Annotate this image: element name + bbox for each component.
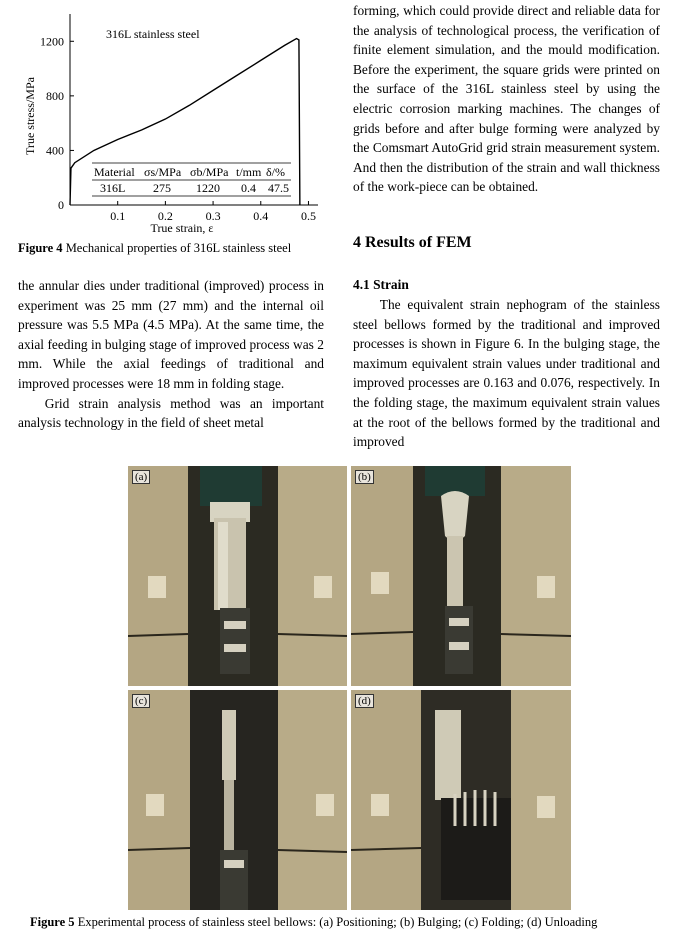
table-cell-sigma-s: 275 xyxy=(153,181,171,195)
figure5-caption xyxy=(30,914,597,930)
x-tick-label-0.2: 0.2 xyxy=(157,209,173,223)
table-header-elongation: δ/% xyxy=(266,165,285,179)
subsection-heading: 4.1 Strain xyxy=(353,277,409,292)
x-tick-label-0.5: 0.5 xyxy=(300,209,316,223)
x-tick-label-0.4: 0.4 xyxy=(253,209,269,223)
figure5-caption-label: Figure 5 xyxy=(30,915,75,929)
chart-xlabel: True strain, ε xyxy=(150,221,214,235)
photo-panel-folding xyxy=(128,690,347,910)
table-cell-sigma-b: 1220 xyxy=(196,181,220,195)
chart-ylabel: True stress/MPa xyxy=(23,77,37,155)
stress-strain-chart xyxy=(18,0,328,240)
table-cell-material: 316L xyxy=(100,181,126,195)
table-header-sigma-b: σb/MPa xyxy=(190,165,229,179)
photo-bulging xyxy=(351,466,571,686)
photo-unloading xyxy=(351,690,571,910)
y-tick-label-400: 400 xyxy=(46,143,64,158)
left-paragraph-1: the annular dies under traditional (improved) process in experiment was 25 mm (27 mm) and the internal oil pressure was 5.5 MPa (4.5 MPa). At the same time, the axial feeding in bulging stage of improved process was 2 mm. While the axial feedings of traditional and improved processes were 18 mm in folding stage. xyxy=(18,278,324,391)
material-table xyxy=(92,163,291,196)
figure5-caption-text: Experimental process of stainless steel bellows: (a) Positioning; (b) Bulging; (c) Folding; (d) Unloading xyxy=(77,915,598,929)
origin-tick-label: 0 xyxy=(58,198,64,212)
photo-panel-unloading xyxy=(351,690,571,910)
figure4-caption-label: Figure 4 xyxy=(18,241,63,255)
photo-folding xyxy=(128,690,347,910)
panel-label-b: (b) xyxy=(355,470,374,484)
y-tick-label-800: 800 xyxy=(46,88,64,103)
right-paragraph-1: forming, which could provide direct and reliable data for the analysis of technological process, the verification of finite element simulation, and the mould modification. Before the experiment, the square grids were printed on the surface of the 316L stainless steel by using the electric corrosion marking machines. The changes of grids before and after bulge forming were analyzed by the Comsmart AutoGrid grid strain measurement system. And then the distribution of the strain and wall thickness of the work-piece can be obtained. xyxy=(353,3,660,195)
left-paragraph-2: Grid strain analysis method was an important analysis technology in the field of sheet metal xyxy=(18,395,324,431)
y-tick-label-1200: 1200 xyxy=(40,34,64,49)
figure4-caption xyxy=(18,240,291,256)
figure5-photos xyxy=(128,466,571,910)
photo-panel-bulging xyxy=(351,466,571,686)
table-header-sigma-s: σs/MPa xyxy=(144,165,182,179)
right-paragraph-2: The equivalent strain nephogram of the stainless steel bellows formed by the traditional and improved processes is shown in Figure 6. In the bulging stage, the maximum equivalent strain values under traditional and improved processes are 0.163 and 0.076, respectively. In the folding stage, the maximum equivalent strain values at the root of the bellows formed by the traditional and improved xyxy=(353,297,660,450)
panel-label-d: (d) xyxy=(355,694,374,708)
right-column-strain-text xyxy=(353,295,660,452)
photo-panel-positioning xyxy=(128,466,347,686)
left-column-text xyxy=(18,276,324,433)
table-header-thickness: t/mm xyxy=(236,165,262,179)
photo-positioning xyxy=(128,466,347,686)
x-tick-label-0.3: 0.3 xyxy=(205,209,221,223)
table-header-material: Material xyxy=(94,165,135,179)
panel-label-a: (a) xyxy=(132,470,150,484)
x-tick-label-0.1: 0.1 xyxy=(110,209,126,223)
table-cell-thickness: 0.4 xyxy=(241,181,256,195)
figure4-caption-text: Mechanical properties of 316L stainless steel xyxy=(65,241,292,255)
chart-title: 316L stainless steel xyxy=(106,27,200,41)
table-cell-elongation: 47.5 xyxy=(268,181,289,195)
right-column-top-text xyxy=(353,1,660,197)
section-heading: 4 Results of FEM xyxy=(353,234,472,251)
panel-label-c: (c) xyxy=(132,694,150,708)
